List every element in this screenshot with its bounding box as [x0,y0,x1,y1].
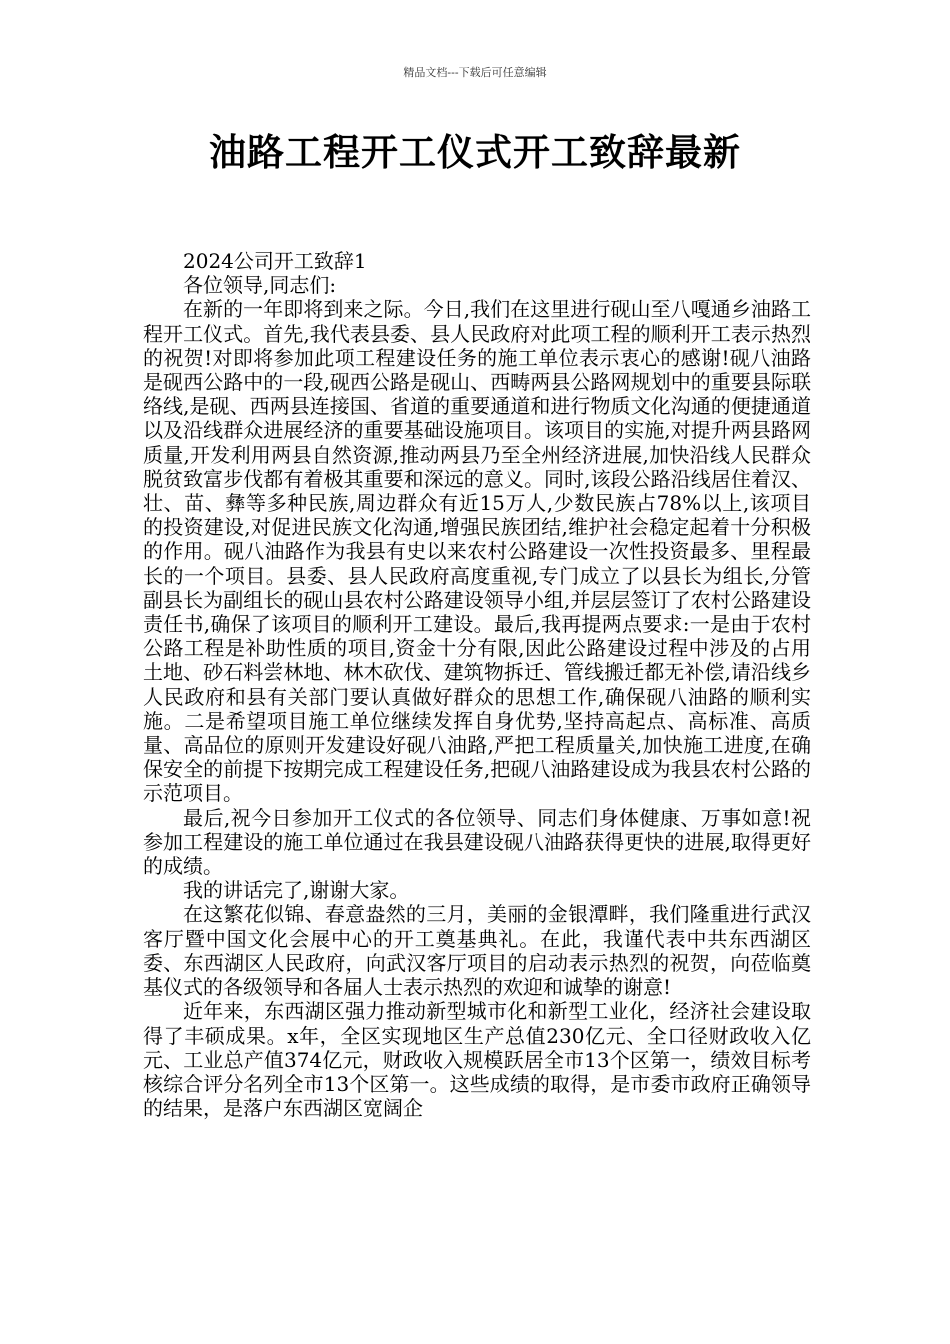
document-body [143,249,811,1120]
page-header-note: 精品文档---下载后可任意编辑 [403,66,547,79]
paragraph: 在新的一年即将到来之际。今日,我们在这里进行砚山至八嘎通乡油路工程开工仪式。首先,我代表县委、县人民政府对此项工程的顺利开工表示热烈的祝贺!对即将参加此项工程建设任务的施工单位表示衷心的感谢!砚八油路是砚西公路中的一段,砚西公路是砚山、西畴两县公路网规划中的重要县际联络线,是砚、西两县连接国、省道的重要通道和进行物质文化沟通的便捷通道以及沿线群众进展经济的重要基础设施项目。该项目的实施,对提升两县路网质量,开发利用两县自然资源,推动两县乃至全州经济进展,加快沿线人民群众脱贫致富步伐都有着极其重要和深远的意义。同时,该段公路沿线居住着汉、壮、苗、彝等多种民族,周边群众有近15万人,少数民族占78%以上,该项目的投资建设,对促进民族文化沟通,增强民族团结,维护社会稳定起着十分积极的作用。砚八油路作为我县有史以来农村公路建设一次性投资最多、里程最长的一个项目。县委、县人民政府高度重视,专门成立了以县长为组长,分管副县长为副组长的砚山县农村公路建设领导小组,并层层签订了农村公路建设责任书,确保了该项目的顺利开工建设。最后,我再提两点要求:一是由于农村公路工程是补助性质的项目,资金十分有限,因此公路建设过程中涉及的占用土地、砂石料尝林地、林木砍伐、建筑物拆迁、管线搬迁都无补偿,请沿线乡人民政府和县有关部门要认真做好群众的思想工作,确保砚八油路的顺利实施。二是希望项目施工单位继续发挥自身优势,坚持高起点、高标准、高质量、高品位的原则开发建设好砚八油路,严把工程质量关,加快施工进度,在确保安全的前提下按期完成工程建设任务,把砚八油路建设成为我县农村公路的示范项目。 [143,297,811,806]
paragraph: 在这繁花似锦、春意盎然的三月，美丽的金银潭畔，我们隆重进行武汉客厅暨中国文化会展中心的开工奠基典礼。在此，我谨代表中共东西湖区委、东西湖区人民政府，向武汉客厅项目的启动表示热烈的祝贺，向莅临奠基仪式的各级领导和各届人士表示热烈的欢迎和诚挚的谢意! [143,902,811,1000]
paragraph: 近年来，东西湖区强力推动新型城市化和新型工业化，经济社会建设取得了丰硕成果。x年，全区实现地区生产总值230亿元、全口径财政收入亿元、工业总产值374亿元，财政收入规模跃居全市13个区第一，绩效目标考核综合评分名列全市13个区第一。这些成绩的取得，是市委市政府正确领导的结果，是落户东西湖区宽阔企 [143,999,811,1121]
document-subtitle: 2024公司开工致辞1 [183,249,367,273]
salutation: 各位领导,同志们: [183,273,337,298]
page-title: 油路工程开工仪式开工致辞最新 [209,130,741,174]
paragraph: 最后,祝今日参加开工仪式的各位领导、同志们身体健康、万事如意!祝参加工程建设的施工单位通过在我县建设砚八油路获得更快的进展,取得更好的成绩。 [143,805,811,879]
paragraph: 我的讲话完了,谢谢大家。 [183,878,410,903]
